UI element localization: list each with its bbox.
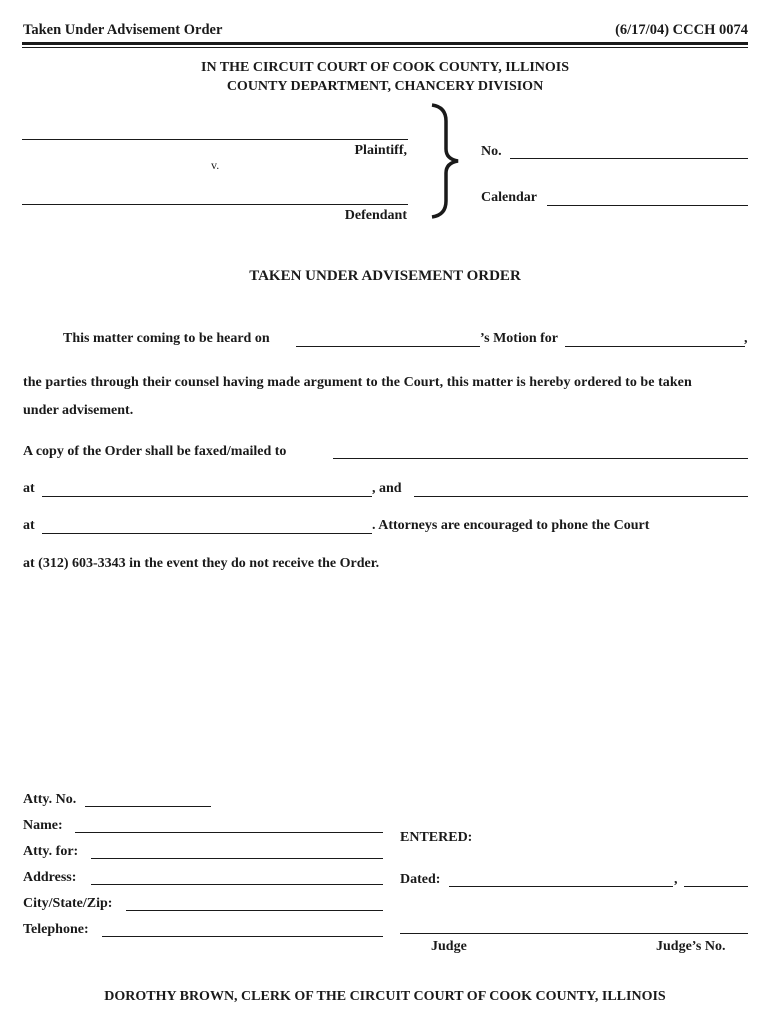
atty-for-field[interactable] bbox=[91, 858, 383, 859]
plaintiff-line[interactable] bbox=[22, 139, 408, 140]
at-field-2[interactable] bbox=[42, 533, 372, 534]
atty-no-field[interactable] bbox=[85, 806, 211, 807]
court-line-1: IN THE CIRCUIT COURT OF COOK COUNTY, ILLINOIS bbox=[201, 60, 569, 75]
dated-label: Dated: bbox=[400, 872, 441, 887]
telephone-field[interactable] bbox=[102, 936, 383, 937]
atty-for-label: Atty. for: bbox=[23, 844, 79, 859]
name-field[interactable] bbox=[75, 832, 383, 833]
city-label: City/State/Zip: bbox=[23, 896, 113, 911]
p2: the parties through their counsel having made argument to the Court, this matter is hereby ordered to be taken bbox=[23, 375, 692, 390]
dated-field[interactable] bbox=[449, 886, 673, 887]
clerk-footer: DOROTHY BROWN, CLERK OF THE CIRCUIT COURT OF COOK COUNTY, ILLINOIS bbox=[104, 989, 666, 1004]
at-label-2: at bbox=[23, 518, 35, 533]
calendar-label: Calendar bbox=[481, 190, 537, 205]
order-title: TAKEN UNDER ADVISEMENT ORDER bbox=[249, 268, 521, 284]
city-field[interactable] bbox=[126, 910, 383, 911]
form-code: (6/17/04) CCCH 0074 bbox=[615, 22, 748, 38]
at-label-1: at bbox=[23, 481, 35, 496]
court-line-2: COUNTY DEPARTMENT, CHANCERY DIVISION bbox=[226, 79, 544, 94]
address-label: Address: bbox=[23, 870, 77, 885]
address-field[interactable] bbox=[91, 884, 383, 885]
versus-label: v. bbox=[211, 158, 220, 172]
p3: under advisement. bbox=[23, 403, 134, 418]
defendant-line[interactable] bbox=[22, 204, 408, 205]
faxed-to-field[interactable] bbox=[333, 458, 748, 459]
plaintiff-label: Plaintiff, bbox=[354, 143, 407, 158]
dated-comma: , bbox=[674, 872, 678, 887]
form-title: Taken Under Advisement Order bbox=[23, 22, 223, 38]
p1-start: This matter coming to be heard on bbox=[63, 331, 270, 346]
p1-end: , bbox=[744, 331, 748, 346]
judge-signature-line[interactable] bbox=[400, 933, 748, 934]
case-no-label: No. bbox=[481, 144, 502, 159]
case-no-field[interactable] bbox=[510, 158, 748, 159]
defendant-label: Defendant bbox=[344, 208, 407, 223]
name-label: Name: bbox=[23, 818, 63, 833]
header-rule bbox=[22, 42, 748, 45]
header-rule-thin bbox=[22, 47, 748, 48]
judge-label: Judge bbox=[431, 939, 467, 954]
entered-label: ENTERED: bbox=[400, 830, 473, 845]
year-field[interactable] bbox=[684, 886, 748, 887]
atty-no-label: Atty. No. bbox=[23, 792, 77, 807]
encourage-text: . Attorneys are encouraged to phone the Court bbox=[372, 518, 650, 533]
caption-brace-icon bbox=[426, 103, 460, 219]
copy-label: A copy of the Order shall be faxed/mailed to bbox=[23, 444, 287, 459]
and-field[interactable] bbox=[414, 496, 748, 497]
judge-no-label: Judge’s No. bbox=[656, 939, 726, 954]
phone-line: at (312) 603-3343 in the event they do not receive the Order. bbox=[23, 556, 380, 571]
motion-for-field[interactable] bbox=[565, 346, 745, 347]
and-label: , and bbox=[372, 481, 402, 496]
heard-on-field[interactable] bbox=[296, 346, 480, 347]
p1-mid: ’s Motion for bbox=[480, 331, 559, 346]
calendar-field[interactable] bbox=[547, 205, 748, 206]
telephone-label: Telephone: bbox=[23, 922, 89, 937]
at-field-1[interactable] bbox=[42, 496, 372, 497]
